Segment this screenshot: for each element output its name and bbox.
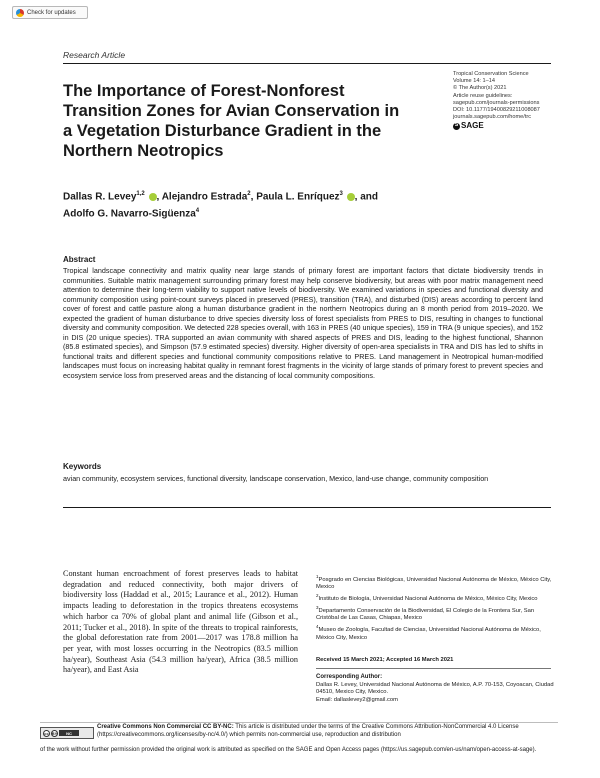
author-name: Adolfo G. Navarro-Sigüenza: [63, 208, 196, 220]
orcid-icon[interactable]: [149, 193, 157, 201]
affiliation-item: [316, 592, 556, 603]
corresponding-heading: Corresponding Author:: [316, 674, 383, 680]
corresponding-rule: [316, 668, 551, 669]
affiliations: [316, 573, 556, 643]
corresponding-address: Dallas R. Levey, Universidad Nacional Autónoma de México, A.P. 70-153, Coyoacan, Ciudad 04510, Mexico City, Mexico.: [316, 682, 554, 696]
body-paragraph: Constant human encroachment of forest preserves leads to habitat degradation and reduced connectivity, both major drivers of biodiversity loss (Haddad et al., 2015; Laurance et al., 2012). Human impacts leading to deforestation in the tropics threatens ecosystems which harbor ca 70% of global plant and animal life (Gibson et al., 2011; Tucker et al., 2018). In spite of the threats to tropical rainforests, the global deforestation rate from 2001—2017 was 178.8 million ha per year, with most losses occurring in the Neotropics (83.5 million ha/year), Southeast Asia (54.3 million ha/year), Africa (38.5 million ha/year), and East Asia: [63, 569, 298, 675]
check-for-updates-label: Check for updates: [27, 9, 76, 16]
license-body: This article is distributed under the terms of the Creative Commons Attribution-NonCommercial 4.0 License (https://creativecommons.org/licenses/by-nc/4.0/) which permits non-commercial use, reproduction and distribution: [97, 724, 519, 738]
abstract-text: Tropical landscape connectivity and matrix quality near large stands of primary forest are important factors that dictate biodiversity trends in communities. Suitable matrix management surrounding primary forest may help conserve biodiversity, but areas with poor matrix management need attention to determine their long-term viability to support native levels of biodiversity. We examined variations in species and functional diversity and community composition using point-count surveys placed in preserved (PRES), transition (TRA), and disturbed (DIS) areas according to percent land cover of forest and cattle pasture along a human disturbance gradient in the northern Neotropics during an 8 month period from 2019–2020. We expected the gradient of human disturbance to drive species diversity loss of forest specialists from PRES to DIS, resulting in changes to functional diversity and community composition. We detected 228 species overall, with 163 in PRES (40 unique species), 159 in TRA (9 unique species), and 152 in DIS (20 unique species). TRA supported an avian community with shared aspects of PRES and DIS, leading to the highest functional, Shannon (85.8 estimated species), and Simpson (57.9 estimated species) diversity. Higher diversity of open-area specialists in TRA and DIS has led to shifts in functional traits and different species and functional community compositions relative to PRES. Land management in Neotropical human-modified landscapes must focus on increasing habitat quality in remnant forest fragments in the vicinity of large stands of primary forest to prevent species and ecosystem service loss from preserved areas and the distancing of local community compositions.: [63, 266, 543, 380]
author-affiliation-mark: 2: [247, 191, 251, 197]
affiliation-number: 4: [316, 624, 319, 630]
cc-license-badge[interactable]: [40, 727, 94, 739]
affiliation-text: Departamento Conservación de la Biodiversidad, El Colegio de la Frontera Sur, San Cristóbal de Las Casas, Chiapas, Mexico: [316, 607, 535, 622]
keywords-heading: Keywords: [63, 462, 102, 471]
reuse-guidelines-label: Article reuse guidelines:: [453, 92, 513, 99]
journal-home-link[interactable]: journals.sagepub.com/home/trc: [453, 114, 532, 121]
header-rule: [63, 63, 551, 64]
affiliation-item: [316, 623, 556, 642]
affiliation-text: Posgrado en Ciencias Biológicas, Universidad Nacional Autónoma de México, México City, Mexico: [316, 576, 552, 591]
journal-copyright: © The Author(s) 2021: [453, 85, 507, 92]
article-title: The Importance of Forest-Nonforest Transition Zones for Avian Conservation in a Vegetation Disturbance Gradient in the Northern Neotropics: [63, 82, 400, 160]
author-name: Alejandro Estrada: [161, 191, 248, 203]
keywords-text: avian community, ecosystem services, functional diversity, landscape conservation, Mexico, land-use change, community composition: [63, 474, 489, 483]
author-conjunction: , and: [354, 191, 379, 203]
cc-icon: cc: [44, 730, 49, 736]
journal-volume: Volume 14: 1–14: [453, 78, 495, 85]
affiliation-text: Instituto de Biología, Universidad Nacional Autónoma de México, México City, Mexico: [318, 596, 538, 603]
affiliation-text: Museo de Zoología, Facultad de Ciencias, Universidad Nacional Autónoma de México, México City, Mexico: [316, 627, 541, 641]
author-affiliation-mark: 4: [195, 208, 200, 215]
sage-logo-text: SAGE: [461, 121, 484, 131]
affiliation-number: 1: [316, 574, 319, 579]
journal-name: Tropical Conservation Science: [453, 71, 529, 77]
license-text-continued: of the work without further permission provided the original work is attributed as specified on the SAGE and Open Access pages (https://us.sagepub.com/en-us/nam/open-access-at-sage).: [40, 747, 537, 753]
author-affiliation-mark: 1,2: [136, 191, 145, 197]
footer-rule: [40, 722, 558, 723]
crossmark-icon: [16, 9, 24, 17]
license-lead: Creative Commons Non Commercial CC BY-NC:: [97, 724, 234, 730]
corresponding-email[interactable]: Email: dallaslevey2@gmail.com: [316, 696, 398, 703]
journal-meta: [453, 71, 573, 130]
section-rule: [63, 507, 551, 508]
corresponding-details: [316, 682, 556, 704]
permissions-link[interactable]: sagepub.com/journals-permissions: [453, 99, 540, 106]
nc-icon: NC: [59, 730, 79, 736]
by-icon: BY: [51, 730, 58, 736]
abstract-heading: Abstract: [63, 255, 96, 264]
affiliation-item: [316, 604, 556, 623]
author-list: Dallas R. Levey$^{1,2}$ , Alejandro Estrada$^2$, Paula L. Enríquez$^3$ , and Adolfo G. Navarro-Sigüenza$^4$: [63, 191, 379, 220]
sage-logo: [453, 122, 573, 129]
license-text: [97, 724, 557, 739]
article-type: Research Article: [63, 50, 126, 60]
affiliation-number: 2: [316, 593, 319, 599]
sage-logo-icon: S: [454, 122, 459, 129]
check-for-updates-badge[interactable]: [12, 6, 88, 19]
orcid-icon[interactable]: [347, 193, 355, 201]
doi-link[interactable]: DOI: 10.1177/19400829211008087: [453, 107, 540, 114]
received-accepted-dates: Received 15 March 2021; Accepted 16 March 2021: [316, 657, 454, 663]
affiliation-number: 3: [316, 605, 319, 611]
author-name: Dallas R. Levey: [63, 191, 137, 203]
author-name: Paula L. Enríquez: [256, 191, 340, 203]
author-affiliation-mark: 3: [339, 191, 343, 197]
affiliation-item: [316, 573, 556, 592]
